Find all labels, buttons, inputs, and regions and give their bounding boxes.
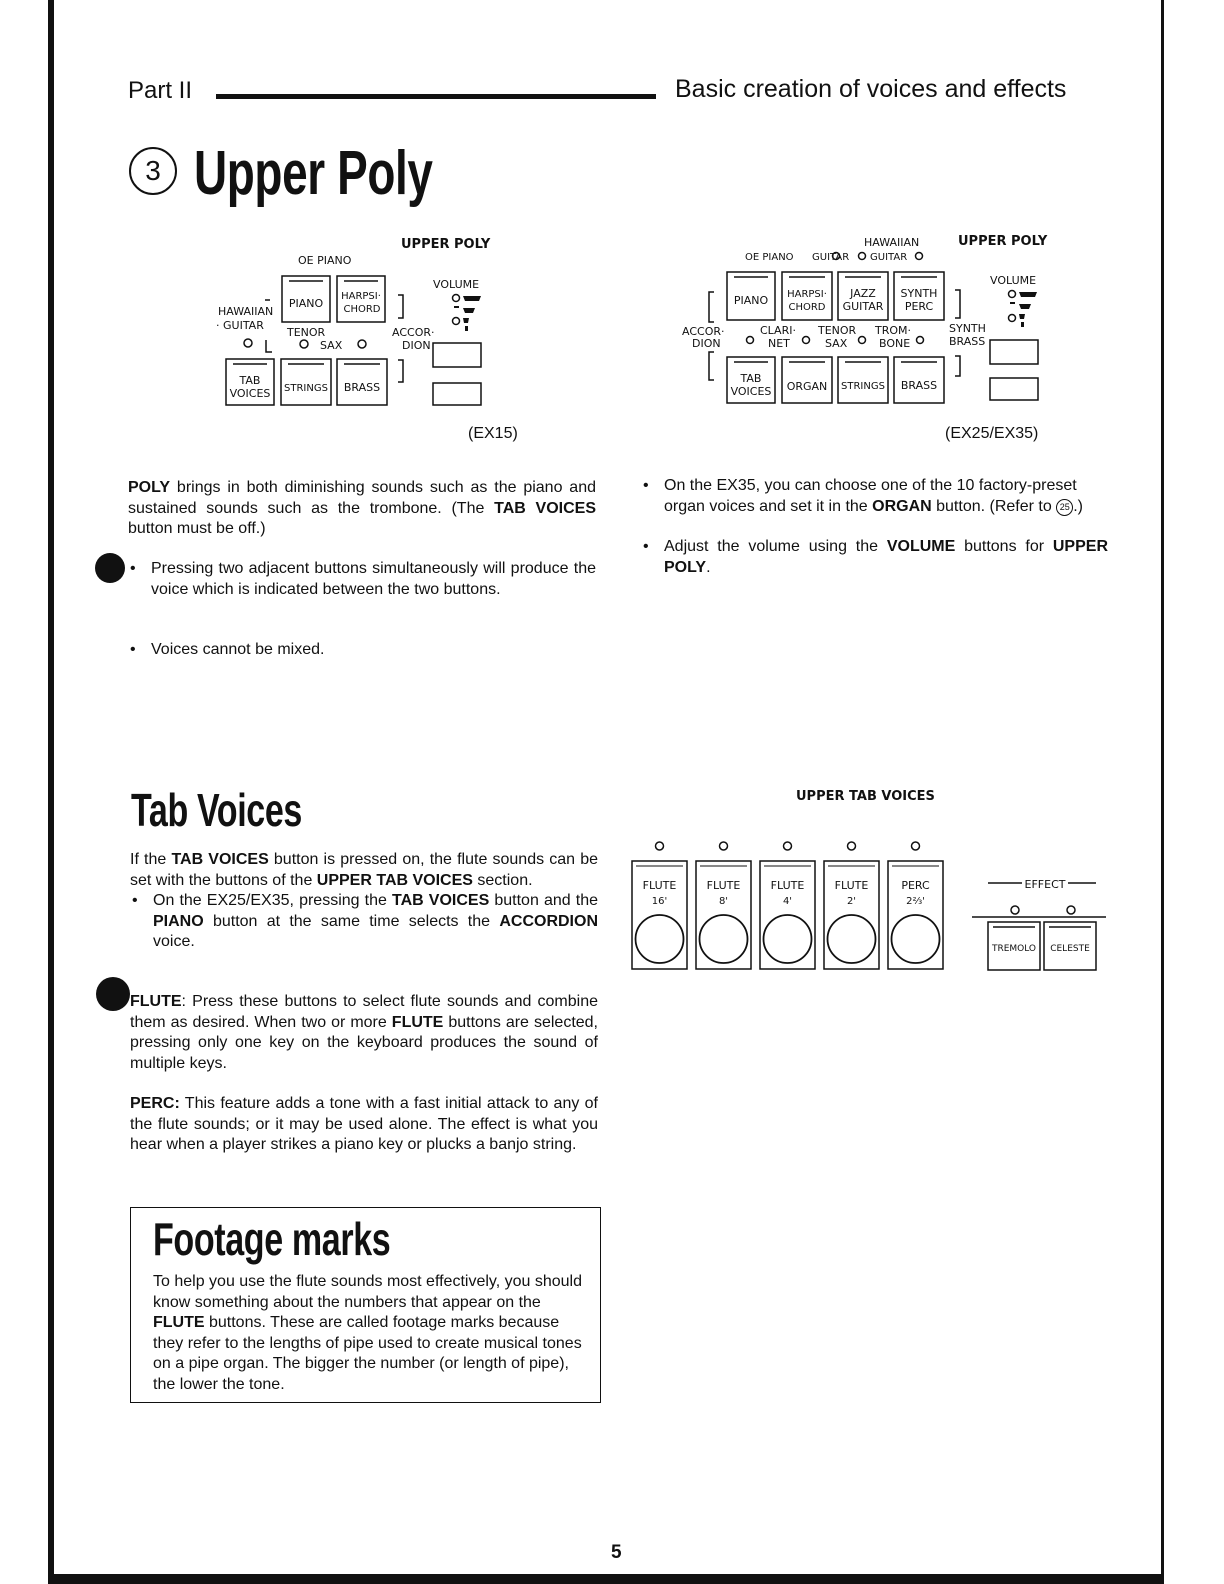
ex25-heading: UPPER POLY (958, 234, 1048, 249)
ex15-accor: ACCOR· (392, 326, 435, 339)
tab-voice-name: PERC (901, 879, 930, 892)
ex15-brass-label: BRASS (343, 381, 381, 394)
ex15-hawaiian: HAWAIIAN (218, 305, 274, 318)
tab-voice-knob (764, 915, 812, 963)
page-border-left (48, 0, 54, 1584)
header-section-title: Basic creation of voices and effects (675, 75, 1067, 103)
ex25-dion: DION (692, 337, 721, 350)
tab-voice-knob (892, 915, 940, 963)
tab-voice-knob (700, 915, 748, 963)
ex25-guitar2: GUITAR (870, 252, 908, 263)
ex25-jazz-guitar-label: GUITAR (842, 300, 884, 313)
tab-voice-footage: 2' (846, 896, 857, 907)
ex15-dion: DION (402, 339, 431, 352)
ex15-volume: VOLUME (433, 278, 480, 291)
bullet-voices-mixed: • Voices cannot be mixed. (130, 640, 596, 661)
flute-paragraph: FLUTE: Press these buttons to select flute sounds and combine them as desired. When two or more FLUTE buttons are selected, pressing only one key on the keyboard produces the sound of multiple keys. (130, 993, 599, 1072)
ex25-accor: ACCOR· (682, 325, 725, 338)
tab-voice-knob (828, 915, 876, 963)
ex25-synth-brass-top: SYNTH (949, 322, 986, 335)
tab-voice-footage: 2⅔' (906, 896, 925, 907)
bullet-voices-mixed-text: Voices cannot be mixed. (151, 641, 325, 658)
ex15-oe-piano: OE PIANO (298, 254, 352, 267)
page-border-bottom (48, 1574, 1164, 1584)
tab-voice-knob (636, 915, 684, 963)
effect-label: EFFECT (1024, 878, 1066, 891)
ex15-tenor: TENOR (287, 326, 326, 339)
ex25-synth-brass-bottom: BRASS (949, 335, 986, 348)
tab-voice-button-5[interactable] (888, 842, 943, 969)
tab-voices-intro: If the TAB VOICES button is pressed on, the flute sounds can be set with the buttons of the UPPER TAB VOICES section. (130, 851, 598, 889)
ex25-jazz-label: JAZZ (850, 287, 876, 300)
tab-voice-indicator (656, 842, 664, 850)
bullet-adjacent-text: Pressing two adjacent buttons simultaneously will produce the voice which is indicated between the two buttons. (151, 560, 596, 598)
ex25-piano-label: PIANO (733, 294, 769, 307)
tab-voice-button-4[interactable] (824, 842, 879, 969)
ex15-harpsi-label: HARPSI· (341, 291, 381, 302)
ex25-sax: SAX (825, 337, 848, 350)
ex25-tab-label: TAB (740, 372, 762, 385)
tab-voice-footage: 8' (718, 896, 729, 907)
upper-poly-title: Upper Poly (194, 139, 433, 208)
ex15-strings-label: STRINGS (284, 383, 328, 394)
ex25-synth-label: SYNTH (900, 287, 938, 300)
effect-button-celeste: CELESTE (1050, 944, 1090, 954)
ex25-volume: VOLUME (990, 274, 1037, 287)
tab-voice-button-2[interactable] (696, 842, 751, 969)
tab-voice-name: FLUTE (770, 879, 805, 892)
tab-voice-button-1[interactable] (632, 842, 687, 969)
ex25-chord-label: CHORD (788, 302, 826, 313)
poly-intro-paragraph: POLY brings in both diminishing sounds such as the piano and sustained sounds such as the trombone. (The TAB VOICES button must be off.) (128, 479, 596, 537)
ex25-bone: BONE (879, 337, 911, 350)
ex25-tenor: TENOR (818, 324, 857, 337)
ex25-brass-label: BRASS (900, 379, 938, 392)
ex25-voices-label: VOICES (730, 385, 772, 398)
bullet-accordion-text: On the EX25/EX35, pressing the TAB VOICES button and the PIANO button at the same time selects the ACCORDION voice. (153, 892, 598, 950)
ex15-heading: UPPER POLY (401, 237, 491, 252)
footage-marks-body: To help you use the flute sounds most effectively, you should know something about the numbers that appear on the FLUTE buttons. These are called footage marks because they refer to the lengths of pipe used to create musical tones on a pipe organ. The bigger the number (or length of pipe), the lower the tone. (153, 1273, 582, 1393)
tab-voice-indicator (784, 842, 792, 850)
bullet-adjacent-buttons: • Pressing two adjacent buttons simultaneously will produce the voice which is indicated between the two buttons. (130, 559, 596, 600)
header-part: Part II (128, 77, 193, 104)
tab-voice-indicator (848, 842, 856, 850)
ex15-guitar: · GUITAR (216, 319, 264, 332)
tab-voice-button-3[interactable] (760, 842, 815, 969)
bullet-accordion: • On the EX25/EX35, pressing the TAB VOICES button and the PIANO button at the same time selects the ACCORDION voice. (132, 891, 598, 953)
hole-punch-mark (96, 977, 130, 1011)
effect-button-tremolo: TREMOLO (991, 944, 1037, 954)
page-number: 5 (611, 1542, 622, 1563)
ex25-organ-label: ORGAN (786, 380, 828, 393)
perc-paragraph: PERC: This feature adds a tone with a fast initial attack to any of the flute sounds; or it may be used alone. The effect is what you hear when a player strikes a piano key or plucks a banjo string. (130, 1095, 598, 1153)
ex25-net: NET (768, 337, 790, 350)
ex25-perc-label: PERC (904, 300, 934, 313)
ex15-piano-label: PIANO (288, 297, 324, 310)
section-number-badge: 3 (129, 147, 177, 195)
ex25-strings-label: STRINGS (841, 381, 885, 392)
ex25-caption: (EX25/EX35) (945, 425, 1039, 442)
ex25-guitar: GUITAR (812, 252, 850, 263)
ex25-oe-piano: OE PIANO (745, 252, 794, 263)
bullet-ex35-organ: • On the EX35, you can choose one of the 10 factory-preset organ voices and set it in the ORGAN button. (Refer to 25 .) (643, 476, 1108, 517)
ex25-hawaiian: HAWAIIAN (864, 236, 920, 249)
ex15-voices-label: VOICES (229, 387, 271, 400)
ex25-clari: CLARI· (760, 324, 796, 337)
tab-voices-heading: UPPER TAB VOICES (796, 789, 935, 804)
bullet-volume-text: Adjust the volume using the VOLUME buttons for UPPER POLY. (664, 538, 1108, 576)
footage-marks-title: Footage marks (153, 1213, 391, 1265)
ex15-tab-label: TAB (239, 374, 261, 387)
header-rule (216, 94, 656, 99)
ex15-caption: (EX15) (468, 425, 518, 442)
tab-voices-title: Tab Voices (131, 784, 302, 836)
ex15-chord-label: CHORD (343, 304, 381, 315)
tab-voice-footage: 4' (782, 896, 793, 907)
tab-voice-indicator (912, 842, 920, 850)
reference-badge: 25 (1056, 499, 1073, 516)
ex25-trom: TROM· (875, 324, 912, 337)
tab-voice-indicator (720, 842, 728, 850)
bullet-volume: • Adjust the volume using the VOLUME buttons for UPPER POLY. (643, 537, 1108, 578)
ex15-sax: SAX (320, 339, 343, 352)
bullet-ex35-text: On the EX35, you can choose one of the 10 factory-preset organ voices and set it in the ORGAN button. (Refer to 25 .) (664, 477, 1083, 515)
page-border-right (1161, 0, 1164, 1584)
tab-voice-name: FLUTE (834, 879, 869, 892)
hole-punch-mark (95, 553, 125, 583)
tab-voice-name: FLUTE (706, 879, 741, 892)
tab-voice-name: FLUTE (642, 879, 677, 892)
tab-voice-footage: 16' (651, 896, 668, 907)
ex25-harpsi-label: HARPSI· (787, 289, 827, 300)
